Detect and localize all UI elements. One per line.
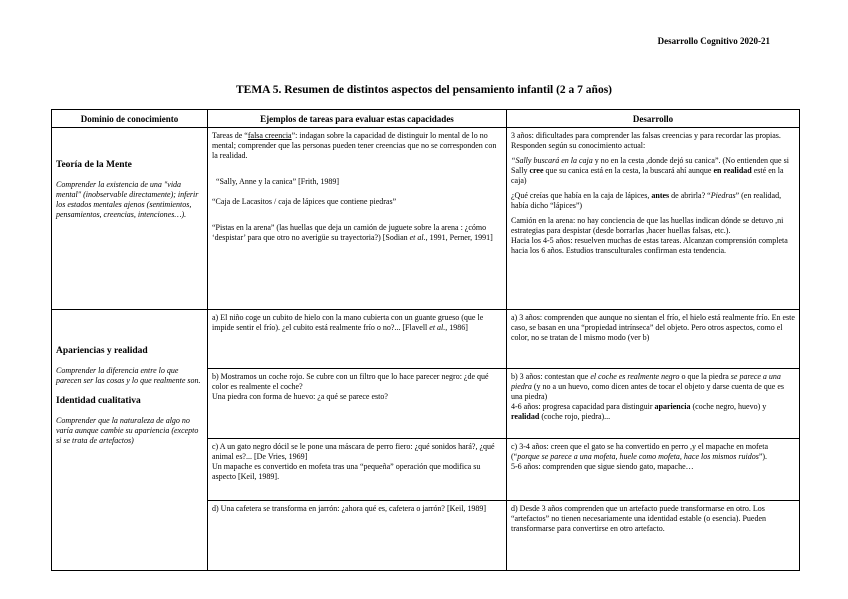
- example-coffee-pot: d) Una cafetera se transforma en jarrón: ¿ahora qué es, cafetera o jarrón? [Keil, 1989]: [208, 501, 507, 571]
- domain-title: Teoría de la Mente: [56, 160, 132, 170]
- development-cell: [507, 128, 800, 310]
- dev-red-car: [507, 369, 800, 439]
- example-cat-mask: c) A un gato negro dócil se le pone una máscara de perro fiero: ¿qué sonidos hará?, ¿qué animal es?... [De Vries, 1969]: [212, 442, 495, 461]
- dev-cat-3-4y: c) 3-4 años: creen que el gato se ha convertido en perro ,y el mapache en mofeta (“porque se parece a una mofeta, huele como mofeta, hace los mismos ruidos”).: [511, 442, 768, 461]
- domain-cell: [52, 128, 208, 310]
- header-examples: Ejemplos de tareas para evaluar estas capacidades: [208, 110, 507, 128]
- example-ice-cube: a) El niño coge un cubito de hielo con la mano cubierta con un guante grueso (que le impide sentir el frío). ¿el cubito está realmente frío o no?... [Flavell et al., 1986]: [208, 310, 507, 369]
- example-false-belief: Tareas de “falsa creencia”: indagan sobre la capacidad de distinguir lo mental de lo no mental; comprender que las personas pueden tener creencias que no se corresponden con la realidad.: [212, 131, 497, 160]
- dev-sand-truck: Camión en la arena: no hay conciencia de que las huellas indican dónde se detuvo ,ni estrategias para despistar (desde borrarlas ,hacer huellas falsas, etc.).: [511, 216, 784, 235]
- header-development: Desarrollo: [507, 110, 800, 128]
- example-lacasitos: “Caja de Lacasitos / caja de lápices que contiene piedras”: [212, 197, 397, 206]
- dev-pencil-box: ¿Qué creías que había en la caja de lápices, antes de abrirla? “Piedras” (en realidad, había dicho “lápices”): [511, 191, 782, 210]
- header-domain: Dominio de conocimiento: [52, 110, 208, 128]
- dev-red-car-3y: b) 3 años: contestan que el coche es realmente negro o que la piedra se parece a una piedra (y no a un huevo, como dicen antes de tocar el objeto y darse cuenta de que es una piedra): [511, 372, 785, 401]
- course-header: Desarrollo Cognitivo 2020-21: [657, 36, 770, 46]
- dev-ice-cube: a) 3 años: comprenden que aunque no sientan el frío, el hielo está realmente frío. En este caso, se basan en una “propiedad intrínseca” del objeto. Pero otros aspectos, como el color, no se tratan de l mismo modo (ver b): [507, 310, 800, 369]
- domain-description: Comprender la existencia de una "vida mental" (inobservable directamente); inferir los estados mentales ajenos (sentimientos, pensamientos, creencias, intenciones…).: [56, 180, 199, 219]
- example-red-car-text: b) Mostramos un coche rojo. Se cubre con un filtro que lo hace parecer negro: ¿de qué color es realmente el coche?: [212, 372, 489, 391]
- domain-title-appearance: Apariencias y realidad: [56, 346, 148, 356]
- dev-coffee-pot: d) Desde 3 años comprenden que un artefacto puede transformarse en otro. Los “artefactos” no tienen necesariamente una identidad estable (o esencia). Pueden transformarse para convertirse en otro artefacto.: [507, 501, 800, 571]
- example-egg-stone: Una piedra con forma de huevo: ¿a qué se parece esto?: [212, 392, 388, 401]
- summary-table: [51, 109, 800, 571]
- domain-description-appearance: Comprender la diferencia entre lo que parecen ser las cosas y lo que realmente son.: [56, 366, 201, 385]
- table-row-theory-of-mind: [52, 128, 800, 310]
- example-raccoon: Un mapache es convertido en mofeta tras una “pequeña” operación que modifica su aspecto [Keil, 1989].: [212, 462, 481, 481]
- domain-title-identity: Identidad cualitativa: [56, 396, 141, 406]
- example-red-car: [208, 369, 507, 439]
- dev-sally: “Sally buscará en la caja y no en la cesta ,donde dejó su canica”. (No entienden que si Sally cree que su canica está en la cesta, la buscará ahí aunque en realidad esté en la caja): [511, 156, 789, 185]
- dev-red-car-4-6y: 4-6 años: progresa capacidad para distinguir apariencia (coche negro, huevo) y realidad (coche rojo, piedra)...: [511, 402, 767, 421]
- dev-cat-dog: [507, 439, 800, 501]
- domain-description-identity: Comprender que la naturaleza de algo no varía aunque cambie su apariencia (excepto si se trata de artefactos): [56, 416, 199, 445]
- domain-cell-appearance: [52, 310, 208, 571]
- example-sally-anne: “Sally, Anne y la canica” [Frith, 1989]: [216, 177, 339, 186]
- page-title: TEMA 5. Resumen de distintos aspectos del pensamiento infantil (2 a 7 años): [235, 84, 612, 96]
- dev-cat-5-6y: 5-6 años: comprenden que sigue siendo gato, mapache…: [511, 462, 694, 471]
- table-row-appearance-a: [52, 310, 800, 369]
- examples-cell: [208, 128, 507, 310]
- dev-3-years: 3 años: dificultades para comprender las falsas creencias y para recordar las propias. Responden según su conocimiento actual:: [511, 131, 781, 150]
- example-sand-tracks: “Pistas en la arena” (las huellas que deja un camión de juguete sobre la arena : ¿cómo ‘despistar’ para que otro no averigüe su trayectoria?) [Sodian et al., 1991, Perner, 1991]: [212, 223, 493, 242]
- dev-4-5-years: Hacia los 4-5 años: resuelven muchas de estas tareas. Alcanzan comprensión completa hacia los 6 años. Estudios transculturales confirman esta tendencia.: [511, 236, 788, 255]
- example-cat-dog: [208, 439, 507, 501]
- table-header-row: [52, 110, 800, 128]
